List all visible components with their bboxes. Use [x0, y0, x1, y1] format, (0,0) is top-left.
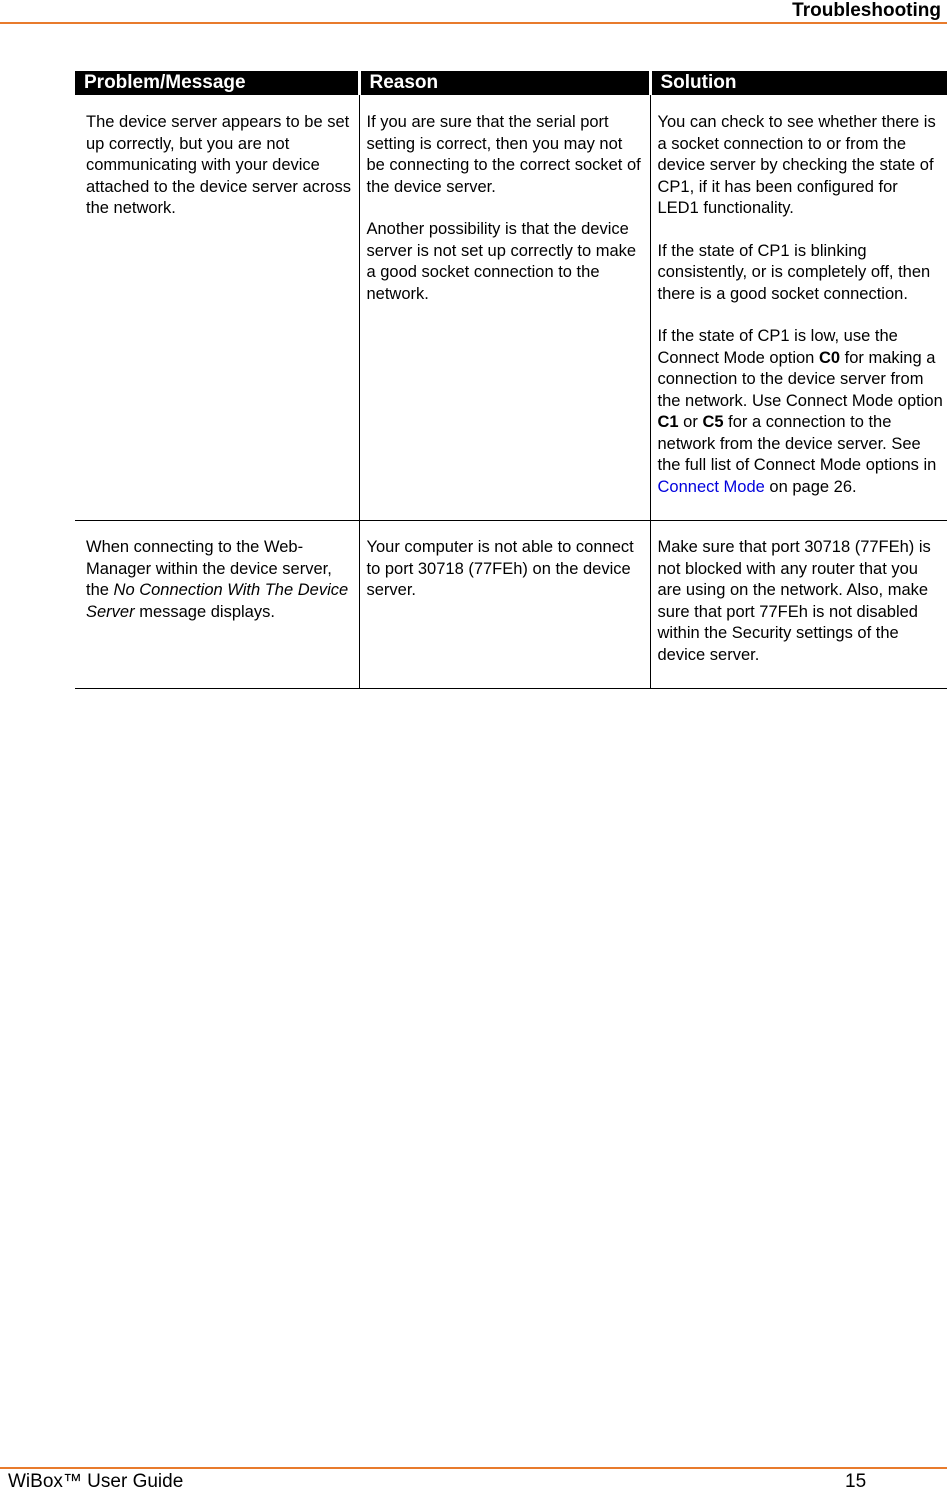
option-c1: C1	[657, 413, 679, 431]
problem-cell	[75, 95, 359, 521]
solution-text: Make sure that port 30718 (77FEh) is not blocked with any router that you are using on the network. Also, make sure that port 77FEh is not disabled within the Security settings of the device server.	[657, 538, 931, 664]
column-header-reason: Reason	[359, 71, 650, 95]
reason-text: If you are sure that the serial port setting is correct, then you may not be connecting to the correct socket of the device server.	[366, 113, 641, 196]
footer-guide-title: WiBox™ User Guide	[8, 1471, 184, 1492]
connect-mode-link[interactable]: Connect Mode	[657, 477, 765, 496]
problem-text: The device server appears to be set up correctly, but you are not communicating with your device attached to the device server across the network.	[86, 113, 352, 217]
table-header-row	[75, 71, 947, 95]
solution-cell	[650, 521, 947, 689]
option-c0: C0	[818, 348, 841, 367]
problem-text: When connecting to the Web-Manager within the device server, the No Connection With The Device Server message displays.	[86, 538, 349, 621]
page-header-title: Troubleshooting	[792, 0, 941, 21]
table-row	[75, 521, 947, 689]
solution-text: If the state of CP1 is low, use the Connect Mode option C0 for making a connection to the device server from the network. Use Connect Mode option C1 or C5 for a connection to the network from the device server. See the full list of Connect Mode options in Connect Mode on page 26.	[657, 327, 943, 496]
reason-cell	[359, 521, 650, 689]
problem-cell	[75, 521, 359, 689]
solution-cell	[650, 95, 947, 521]
table-row	[75, 95, 947, 521]
column-header-solution: Solution	[650, 71, 947, 95]
solution-text: You can check to see whether there is a socket connection to or from the device server by checking the state of CP1, if it has been configured for LED1 functionality.	[657, 113, 936, 217]
column-header-problem: Problem/Message	[75, 71, 359, 95]
error-message-name: No Connection With The Device Server	[86, 581, 349, 621]
reason-text: Your computer is not able to connect to port 30718 (77FEh) on the device server.	[366, 538, 634, 599]
troubleshooting-table	[75, 71, 947, 689]
page-number: 15	[845, 1471, 867, 1492]
footer-divider	[0, 1467, 947, 1469]
option-c5: C5	[702, 413, 724, 431]
solution-text: If the state of CP1 is blinking consistently, or is completely off, then there is a good socket connection.	[657, 241, 931, 303]
header-divider	[0, 22, 947, 24]
reason-text: Another possibility is that the device server is not set up correctly to make a good socket connection to the network.	[366, 220, 637, 303]
reason-cell	[359, 95, 650, 521]
